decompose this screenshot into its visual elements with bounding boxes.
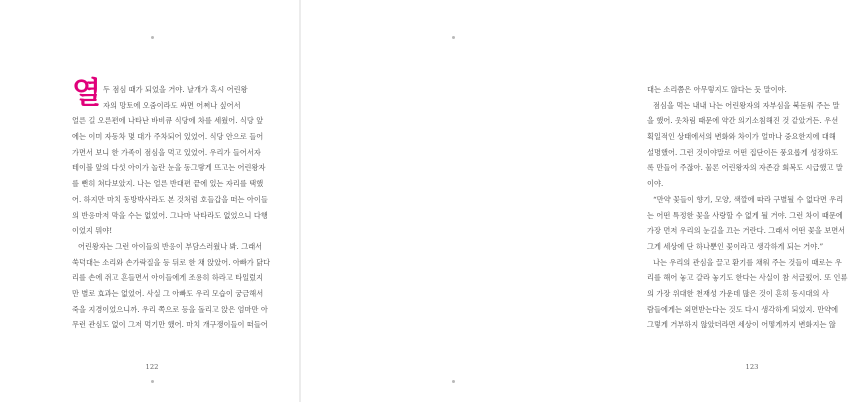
text-line: 이야. [647,179,664,189]
text-line: 리를 손에 쥐고 흔들면서 아이들에게 조용히 하라고 타일렀지 [72,273,264,283]
text-line: 나는 우리의 관심을 끌고 환기를 채워 주는 것들이 때로는 우 [653,257,842,267]
text-line: 그게 세상에 단 하나뿐인 꽃이라고 생각하게 되는 거야.” [647,241,824,251]
bottom-ornament-dot [151,380,154,383]
text-line: 람들에게는 외면받는다는 것도 다시 생각하게 되었지. 만약에 [647,304,839,314]
text-line: 설명했어. 그런 것이야말로 어떤 집단이든 풍요롭게 성장하도 [647,147,839,157]
bottom-ornament-dot [452,380,455,383]
text-line: 의 반응마저 막을 수는 없었어. 그나마 낙타라도 없었으니 다행 [72,210,268,220]
text-line: 의 가장 위대한 천재성 가운데 많은 것이 흔히 동시대의 사 [647,288,829,298]
text-line: “만약 꽃들이 향기, 모양, 색깔에 따라 구별될 수 없다면 우리 [653,194,844,204]
text-line: 가면서 보니 한 가족이 점심을 먹고 있었어. 우리가 들어서자 [72,147,261,157]
first-line-text: 두 점심 때가 되었을 거야. 날개가 혹시 어린왕 [103,85,248,94]
right-page [300,0,848,402]
text-line: 그렇게 거부하지 않았더라면 세상이 어떻게까지 변화지는 않 [647,320,836,330]
text-line: 만 별로 효과는 없었어. 사실 그 아빠도 우리 모습이 궁금해서 [72,288,264,298]
text-line: 는 어떤 특정한 꽃을 사랑할 수 없게 될 거야. 그런 차이 때문에 [647,210,843,220]
text-line: 어린왕자는 그런 아이들의 반응이 부담스러웠나 봐. 그래서 [78,241,263,251]
text-line: 을 했어. 옷차림 때문에 약간 의기소침해진 것 같았거든. 우선 [647,116,839,126]
top-ornament-dot [452,36,455,39]
text-line: 얼른 길 오른편에 나타난 바비큐 식당에 차를 세웠어. 식당 앞 [72,116,264,126]
text-line: 가장 먼저 우리의 눈길을 끄는 거란다. 그래서 어떤 꽃을 보면서 [647,226,846,236]
drop-cap: 열 [72,76,102,111]
text-line: 록 만들어 주잖아. 물론 어린왕자의 자존감 회복도 시급했고 말 [647,163,843,173]
text-line: 테이블 앞의 다섯 아이가 놀란 눈을 동그랗게 뜨고는 어린왕자 [72,163,266,173]
text-line: 대는 소리쯤은 아무렇지도 않다는 듯 말이야. [647,85,787,94]
right-page-body [647,82,848,333]
left-page [0,0,300,402]
text-line: 쑥덕대는 소리와 손가락질을 등 뒤로 한 채 앉았어. 아빠가 닭다 [72,257,271,267]
text-line: 를 뻔히 쳐다보았지. 나는 얼른 반대편 끝에 있는 자리를 택했 [72,179,264,189]
text-line: 이었지 뭐야! [72,226,113,236]
text-line: 어. 하지만 마치 동방박사라도 본 것처럼 호들갑을 떠는 아이들 [72,194,268,204]
text-line: 무런 관심도 없이 그저 먹기만 했어. 마치 개구쟁이들이 떠들어 [72,320,268,330]
top-ornament-dot [151,36,154,39]
text-line: 점심을 먹는 내내 나는 어린왕자의 자부심을 북돋워 주는 말 [653,100,840,110]
text-line: 리를 해어 놓고 갈라 놓기도 한다는 사실이 참 서글펐어. 또 인류 [647,273,848,283]
text-line: 에는 이미 자동차 몇 대가 주차되어 있었어. 식당 안으로 들어 [72,132,264,142]
left-page-body [72,76,271,333]
page-number: 123 [745,363,759,371]
page-number: 122 [145,363,159,371]
text-line: 획일적인 상태에서의 변화와 차이가 얼마나 중요한지에 대해 [647,132,836,142]
text-line: 죽을 지경이었으니까. 우리 쪽으로 등을 돌리고 앉은 엄마만 아 [72,304,268,314]
text-line: 자의 망토에 오줌이라도 싸면 어쩌나 싶어서 [103,100,241,110]
